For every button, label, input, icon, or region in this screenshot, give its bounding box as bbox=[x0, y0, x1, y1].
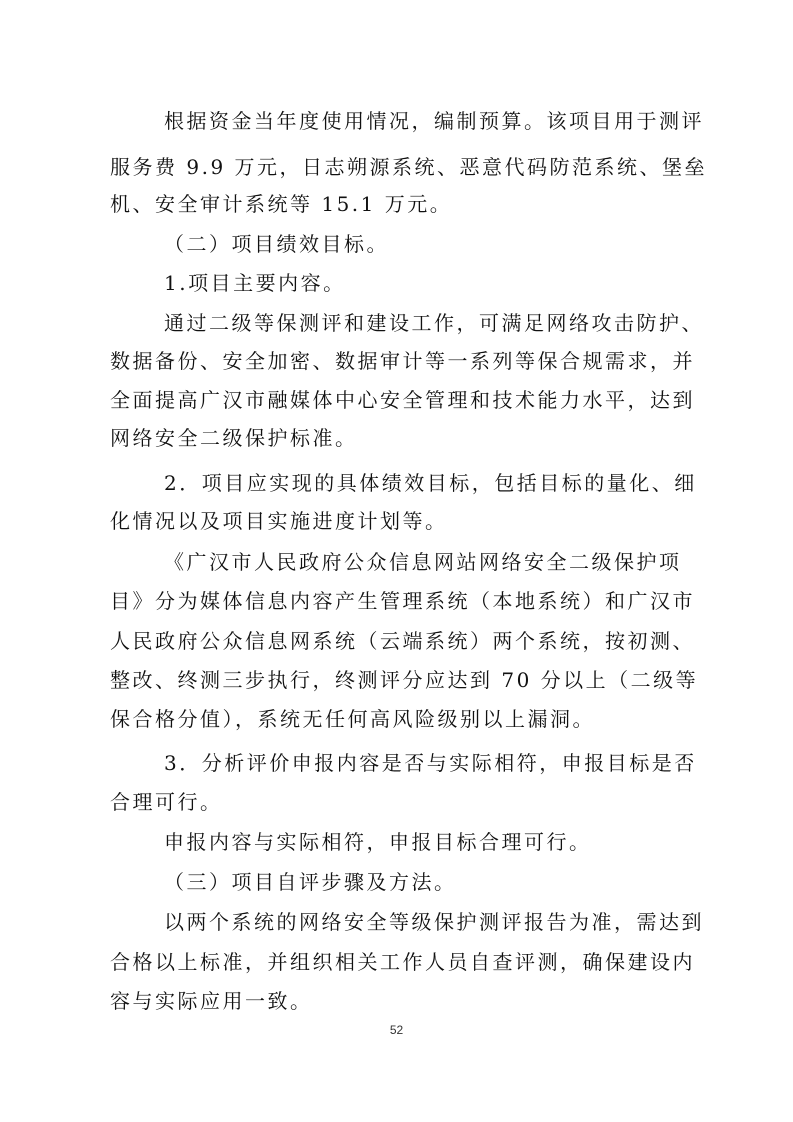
section-heading: （二）项目绩效目标。 bbox=[164, 232, 389, 256]
text-line: 通过二级等保测评和建设工作，可满足网络攻击防护、 bbox=[164, 311, 704, 335]
text-line: 保合格分值），系统无任何高风险级别以上漏洞。 bbox=[110, 707, 595, 731]
text-line: 网络安全二级保护标准。 bbox=[110, 426, 358, 450]
text-line: 数据备份、安全加密、数据审计等一系列等保合规需求，并 bbox=[110, 349, 695, 373]
text-line: 人民政府公众信息网系统（云端系统）两个系统，按初测、 bbox=[110, 629, 695, 653]
text-line: 根据资金当年度使用情况，编制预算。该项目用于测评 bbox=[164, 109, 704, 133]
text-line: 服务费 9.9 万元，日志朔源系统、恶意代码防范系统、堡垒 bbox=[110, 155, 708, 179]
text-line: 机、安全审计系统等 15.1 万元。 bbox=[110, 192, 453, 216]
text-line: 整改、终测三步执行，终测评分应达到 70 分以上（二级等 bbox=[110, 668, 699, 692]
subsection-heading: 3．分析评价申报内容是否与实际相符，申报目标是否 bbox=[164, 751, 697, 775]
text-line: 化情况以及项目实施进度计划等。 bbox=[110, 509, 448, 533]
page-number: 52 bbox=[389, 1023, 404, 1037]
text-line: 以两个系统的网络安全等级保护测评报告为准，需达到 bbox=[164, 910, 704, 934]
text-line: 容与实际应用一致。 bbox=[110, 989, 313, 1013]
text-line: 申报内容与实际相符，申报目标合理可行。 bbox=[164, 830, 592, 854]
subsection-heading: 2．项目应实现的具体绩效目标，包括目标的量化、细 bbox=[164, 471, 697, 495]
text-line: 合格以上标准，并组织相关工作人员自查评测，确保建设内 bbox=[110, 950, 695, 974]
text-line: 合理可行。 bbox=[110, 790, 223, 814]
text-line: 目》分为媒体信息内容产生管理系统（本地系统）和广汉市 bbox=[110, 589, 695, 613]
text-line: 全面提高广汉市融媒体中心安全管理和技术能力水平，达到 bbox=[110, 388, 695, 412]
section-heading: （三）项目自评步骤及方法。 bbox=[164, 870, 457, 894]
text-line: 《广汉市人民政府公众信息网站网络安全二级保护项 bbox=[164, 550, 682, 574]
subsection-heading: 1.项目主要内容。 bbox=[164, 271, 346, 295]
